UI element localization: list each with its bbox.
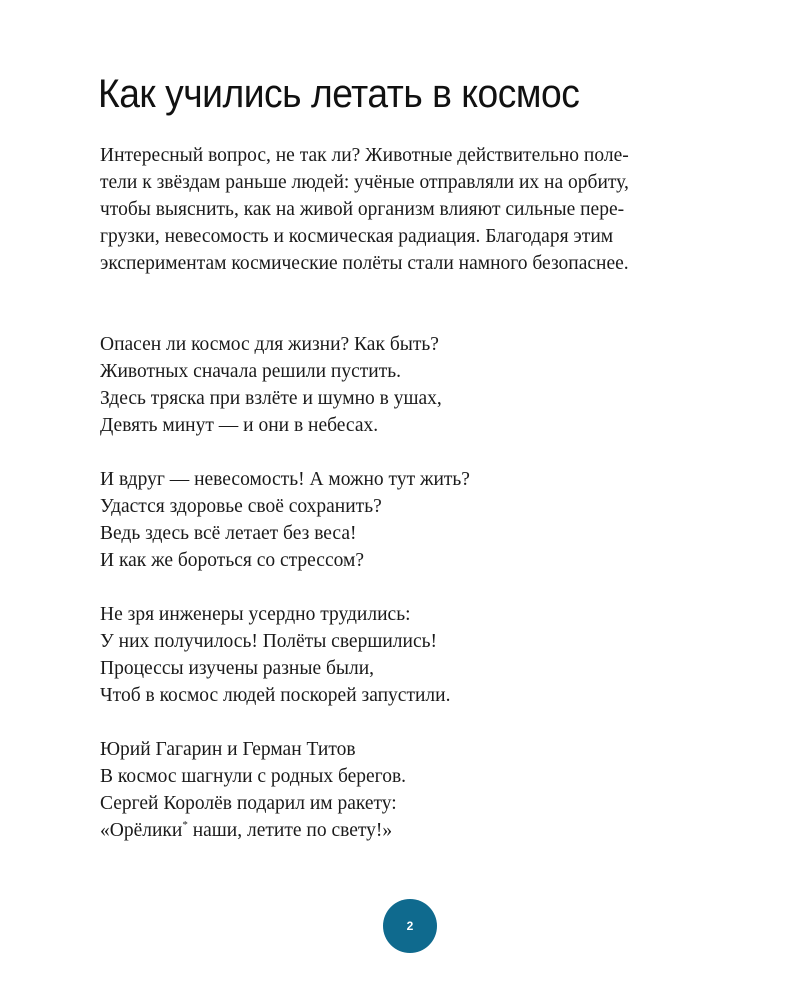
poem-line: Здесь тряска при взлёте и шумно в ушах, — [100, 388, 442, 409]
stanza-3 — [100, 601, 720, 709]
poem — [100, 331, 720, 871]
intro-line: чтобы выяснить, как на живой организм влияют сильные пере- — [100, 199, 625, 220]
last-line-end: наши, летите по свету!» — [187, 820, 393, 841]
poem-line: Юрий Гагарин и Герман Титов — [100, 739, 356, 760]
poem-line: Ведь здесь всё летает без веса! — [100, 523, 357, 544]
poem-line: Чтоб в космос людей поскорей запустили. — [100, 685, 451, 706]
intro-line: Интересный вопрос, не так ли? Животные действительно поле- — [100, 145, 629, 166]
poem-line: В космос шагнули с родных берегов. — [100, 766, 407, 787]
poem-line: Не зря инженеры усердно трудились: — [100, 604, 411, 625]
poem-line: И вдруг — невесомость! А можно тут жить? — [100, 469, 470, 490]
stanza-1 — [100, 331, 720, 439]
intro-paragraph — [100, 142, 740, 277]
intro-line: тели к звёздам раньше людей: учёные отправляли их на орбиту, — [100, 172, 629, 193]
intro-line: грузки, невесомость и космическая радиация. Благодаря этим — [100, 226, 614, 247]
page-number: 2 — [406, 919, 414, 933]
last-line-start: «Орёлики — [100, 820, 183, 841]
poem-line: Опасен ли космос для жизни? Как быть? — [100, 334, 439, 355]
poem-line: Животных сначала решили пустить. — [100, 361, 402, 382]
poem-line: Сергей Королёв подарил им ракету: — [100, 793, 397, 814]
stanza-4 — [100, 736, 720, 844]
footnote-mark[interactable]: * — [182, 819, 188, 831]
poem-line-last — [100, 817, 720, 844]
stanza-2 — [100, 466, 720, 574]
intro-line: экспериментам космические полёты стали намного безопаснее. — [100, 253, 629, 274]
poem-line: У них получилось! Полёты свершились! — [100, 631, 437, 652]
poem-line: И как же бороться со стрессом? — [100, 550, 364, 571]
page-title: Как учились летать в космос — [98, 72, 580, 116]
page-number-badge — [383, 899, 437, 953]
poem-line: Девять минут — и они в небесах. — [100, 415, 379, 436]
poem-line: Удастся здоровье своё сохранить? — [100, 496, 382, 517]
poem-line: Процессы изучены разные были, — [100, 658, 375, 679]
